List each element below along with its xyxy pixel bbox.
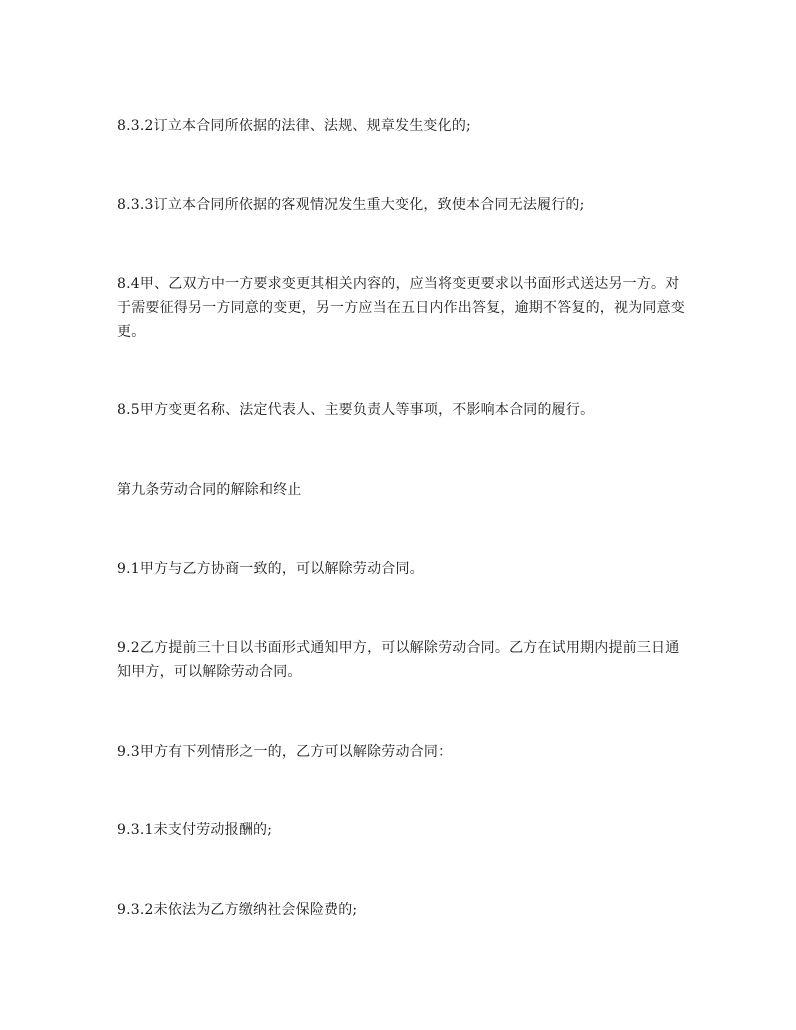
clause-8-5: 8.5甲方变更名称、法定代表人、主要负责人等事项，不影响本合同的履行。	[117, 402, 595, 418]
section-heading-article-9: 第九条劳动合同的解除和终止	[117, 482, 302, 498]
clause-9-3-2: 9.3.2未依法为乙方缴纳社会保险费的;	[117, 902, 358, 918]
clause-8-4: 8.4甲、乙双方中一方要求变更其相关内容的，应当将变更要求以书面形式送达另一方。对于需要征得另一方同意的变更，另一方应当在五日内作出答复，逾期不答复的，视为同意变更。	[117, 276, 685, 340]
clause-9-3: 9.3甲方有下列情形之一的，乙方可以解除劳动合同：	[117, 744, 453, 760]
clause-9-2: 9.2乙方提前三十日以书面形式通知甲方，可以解除劳动合同。乙方在试用期内提前三日通知甲方，可以解除劳动合同。	[117, 640, 680, 680]
clause-9-3-1: 9.3.1未支付劳动报酬的;	[117, 822, 273, 838]
clause-8-3-2: 8.3.2订立本合同所依据的法律、法规、规章发生变化的;	[117, 118, 471, 134]
clause-8-3-3: 8.3.3订立本合同所依据的客观情况发生重大变化，致使本合同无法履行的;	[117, 197, 585, 213]
clause-9-1: 9.1甲方与乙方协商一致的，可以解除劳动合同。	[117, 561, 424, 577]
